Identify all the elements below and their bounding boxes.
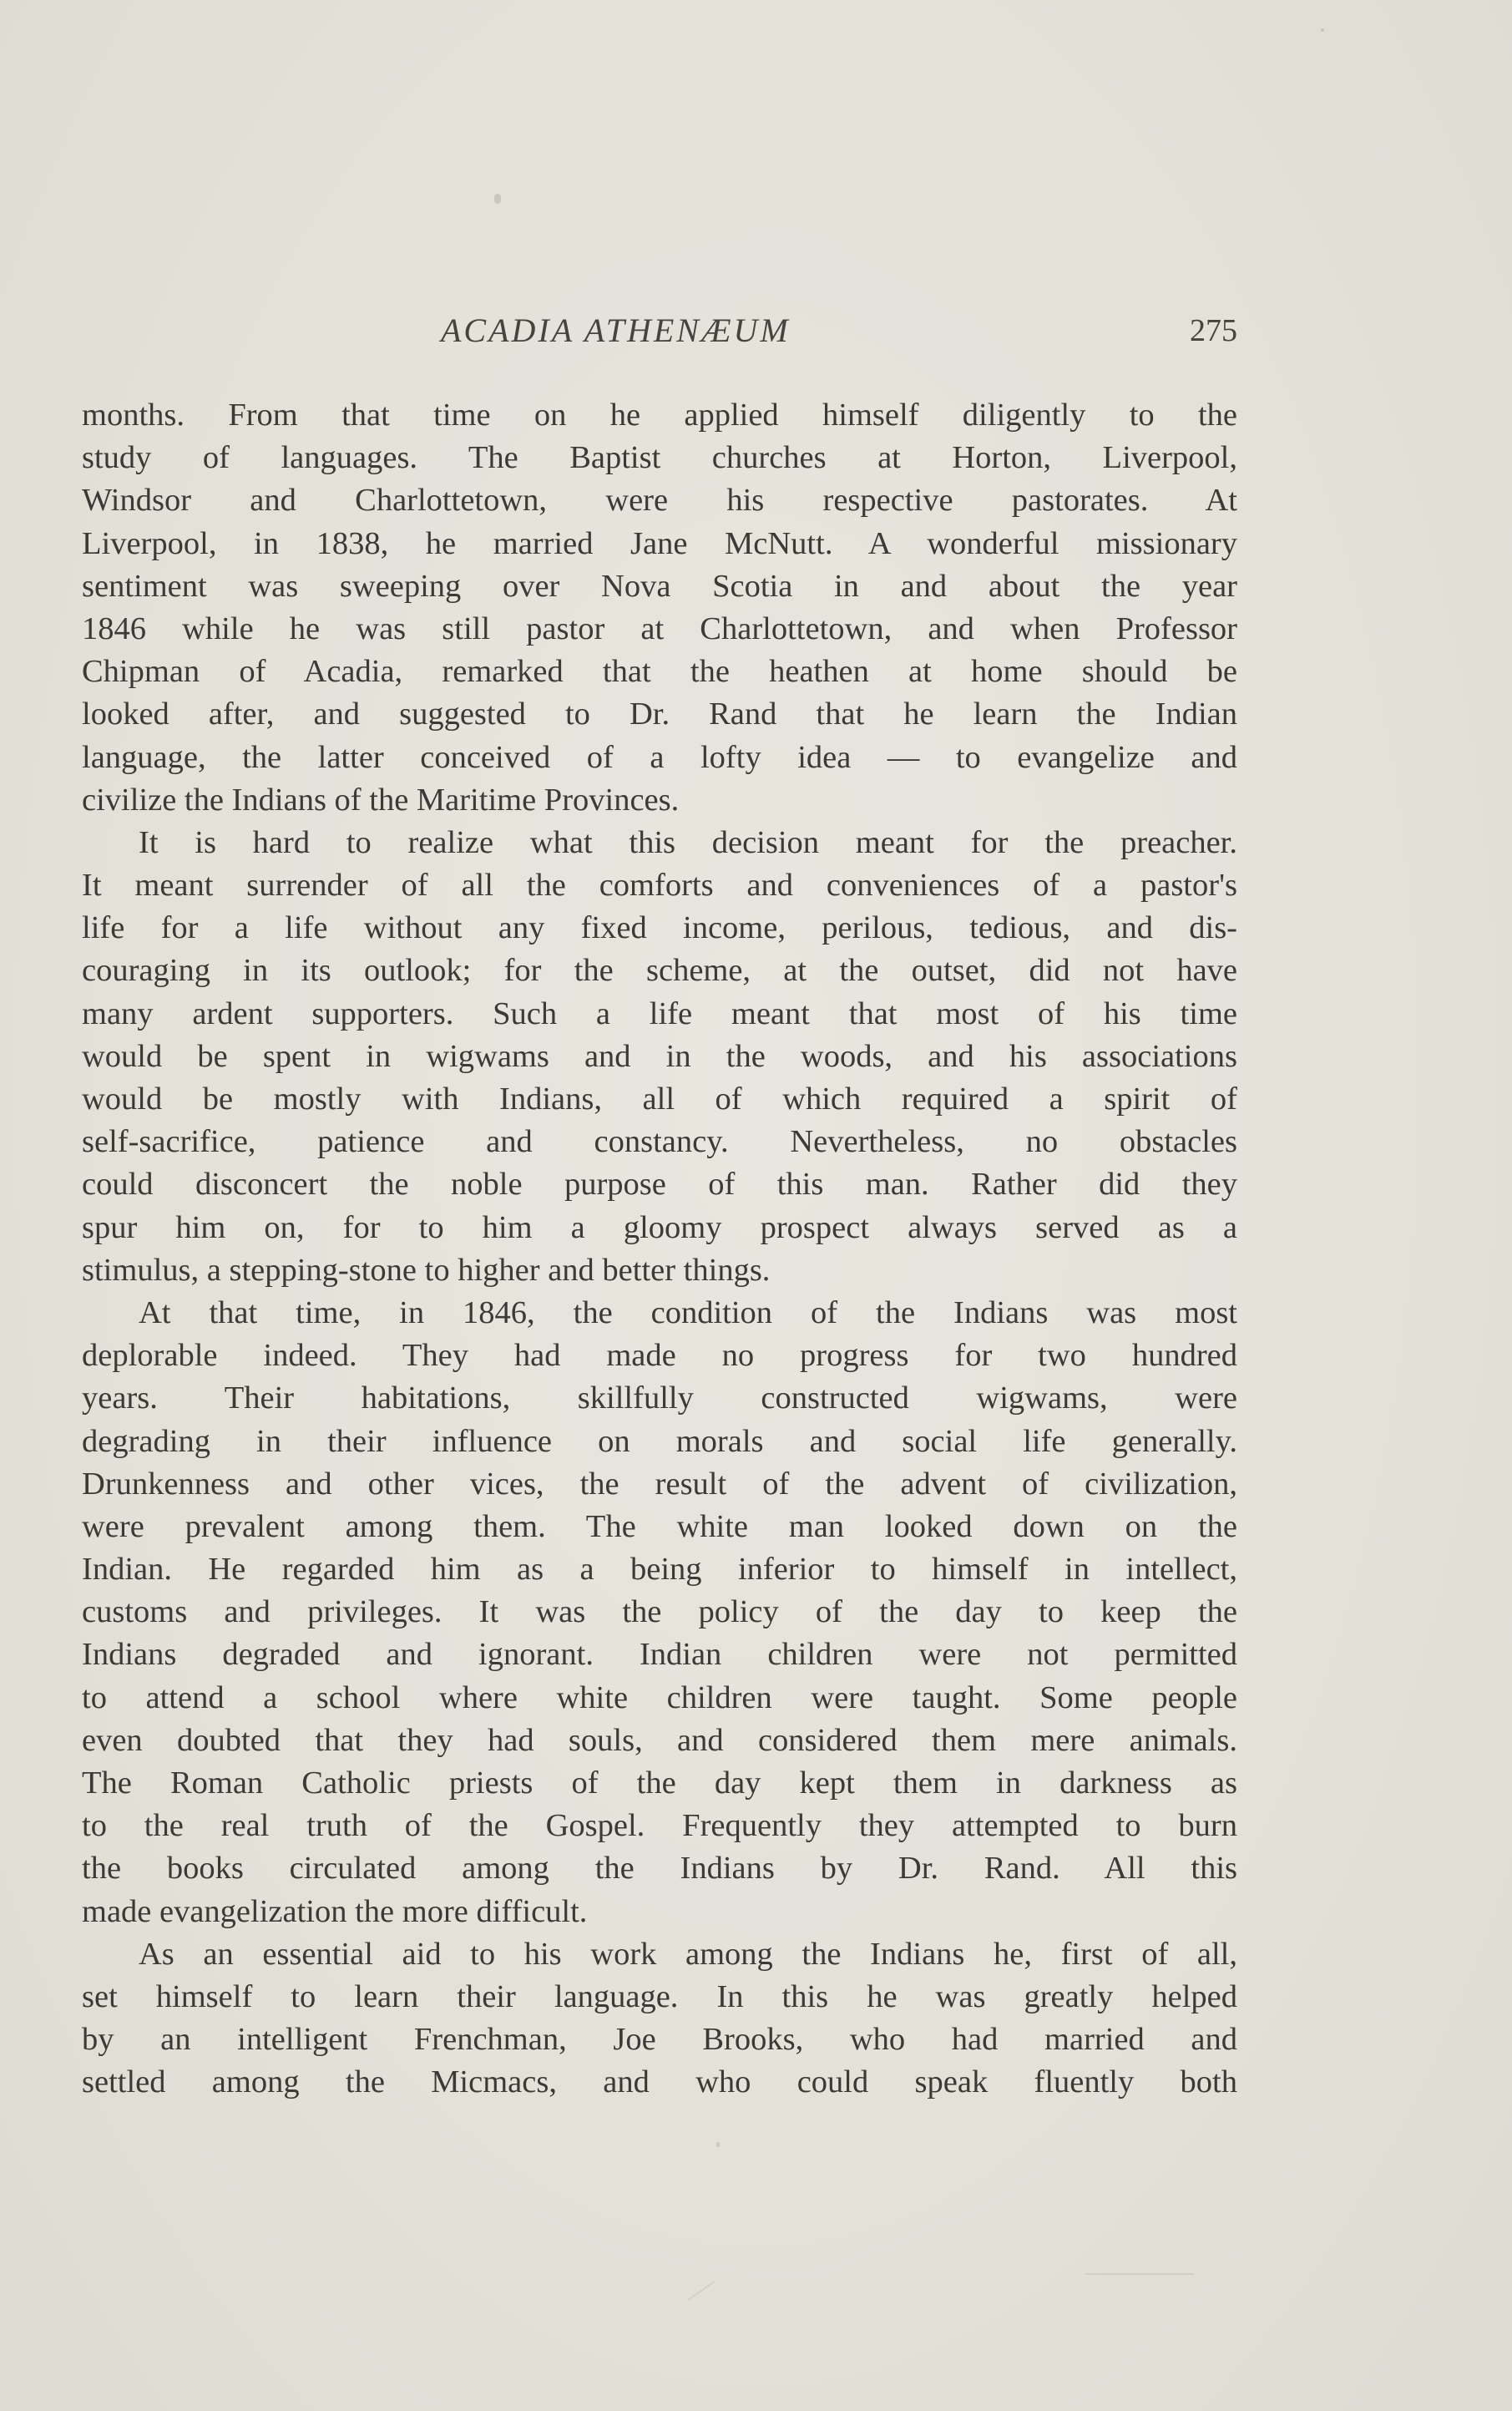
- paragraph: [82, 394, 1237, 822]
- text-line: study of languages. The Baptist churches at Horton, Liverpool,: [82, 440, 1237, 476]
- text-line: It is hard to realize what this decision meant for the preacher.: [139, 824, 1237, 860]
- text-line: settled among the Micmacs, and who could speak fluently both: [82, 2064, 1237, 2100]
- text-line: by an intelligent Frenchman, Joe Brooks, who had married and: [82, 2022, 1237, 2058]
- text-line: Liverpool, in 1838, he married Jane McNutt. A wonderful missionary: [82, 525, 1237, 561]
- text-line: the books circulated among the Indians by Dr. Rand. All this: [82, 1851, 1237, 1887]
- text-line: were prevalent among them. The white man looked down on the: [82, 1508, 1237, 1544]
- text-line: It meant surrender of all the comforts and conveniences of a pastor's: [82, 868, 1237, 904]
- text-line: Windsor and Charlottetown, were his respective pastorates. At: [82, 483, 1237, 519]
- paragraph: [82, 1292, 1237, 1933]
- text-line: many ardent supporters. Such a life meant that most of his time: [82, 995, 1237, 1031]
- text-line: to attend a school where white children were taught. Some people: [82, 1679, 1237, 1715]
- text-line: even doubted that they had souls, and considered them mere animals.: [82, 1722, 1237, 1758]
- text-line: couraging in its outlook; for the scheme, at the outset, did not have: [82, 953, 1237, 989]
- text-line: language, the latter conceived of a lofty idea — to evangelize and: [82, 739, 1237, 775]
- text-line: Indian. He regarded him as a being inferior to himself in intellect,: [82, 1552, 1237, 1588]
- text-line: As an essential aid to his work among the Indians he, first of all,: [139, 1936, 1237, 1972]
- page-header: [82, 306, 1237, 356]
- text-line: spur him on, for to him a gloomy prospect always served as a: [82, 1209, 1237, 1245]
- text-line: set himself to learn their language. In this he was greatly helped: [82, 1978, 1237, 2014]
- text-line: months. From that time on he applied himself diligently to the: [82, 398, 1237, 433]
- text-line: self-sacrifice, patience and constancy. Nevertheless, no obstacles: [82, 1124, 1237, 1160]
- text-line: life for a life without any fixed income, perilous, tedious, and dis-: [82, 910, 1237, 946]
- text-line: would be mostly with Indians, all of which required a spirit of: [82, 1081, 1237, 1117]
- text-line: made evangelization the more difficult.: [82, 1893, 588, 1929]
- scan-mark: [1085, 2273, 1194, 2275]
- text-line: could disconcert the noble purpose of this man. Rather did they: [82, 1167, 1237, 1203]
- page-number: 275: [1190, 313, 1237, 348]
- scan-mark: [687, 2281, 716, 2302]
- text-line: customs and privileges. It was the policy of the day to keep the: [82, 1594, 1237, 1630]
- article-body: [82, 394, 1237, 2105]
- text-line: Indians degraded and ignorant. Indian children were not permitted: [82, 1637, 1237, 1673]
- text-line: sentiment was sweeping over Nova Scotia in and about the year: [82, 568, 1237, 604]
- scan-speck: [1321, 28, 1324, 32]
- text-line: degrading in their influence on morals and social life generally.: [82, 1423, 1237, 1459]
- text-line: Drunkenness and other vices, the result of the advent of civilization,: [82, 1466, 1237, 1502]
- text-line: At that time, in 1846, the condition of the Indians was most: [139, 1294, 1237, 1330]
- text-line: 1846 while he was still pastor at Charlottetown, and when Professor: [82, 610, 1237, 646]
- text-line: to the real truth of the Gospel. Frequently they attempted to burn: [82, 1808, 1237, 1844]
- paragraph: [82, 1933, 1237, 2105]
- text-line: Chipman of Acadia, remarked that the heathen at home should be: [82, 654, 1237, 690]
- scan-speck: [716, 2142, 720, 2147]
- text-line: civilize the Indians of the Maritime Provinces.: [82, 782, 680, 818]
- text-line: The Roman Catholic priests of the day kept them in darkness as: [82, 1765, 1237, 1801]
- text-line: deplorable indeed. They had made no progress for two hundred: [82, 1338, 1237, 1374]
- scan-speck: [494, 194, 501, 204]
- text-line: years. Their habitations, skillfully constructed wigwams, were: [82, 1380, 1237, 1416]
- text-line: would be spent in wigwams and in the woods, and his associations: [82, 1038, 1237, 1074]
- text-line: stimulus, a stepping-stone to higher and better things.: [82, 1252, 771, 1288]
- paragraph: [82, 822, 1237, 1292]
- text-line: looked after, and suggested to Dr. Rand that he learn the Indian: [82, 696, 1237, 732]
- running-title: ACADIA ATHENÆUM: [441, 312, 791, 349]
